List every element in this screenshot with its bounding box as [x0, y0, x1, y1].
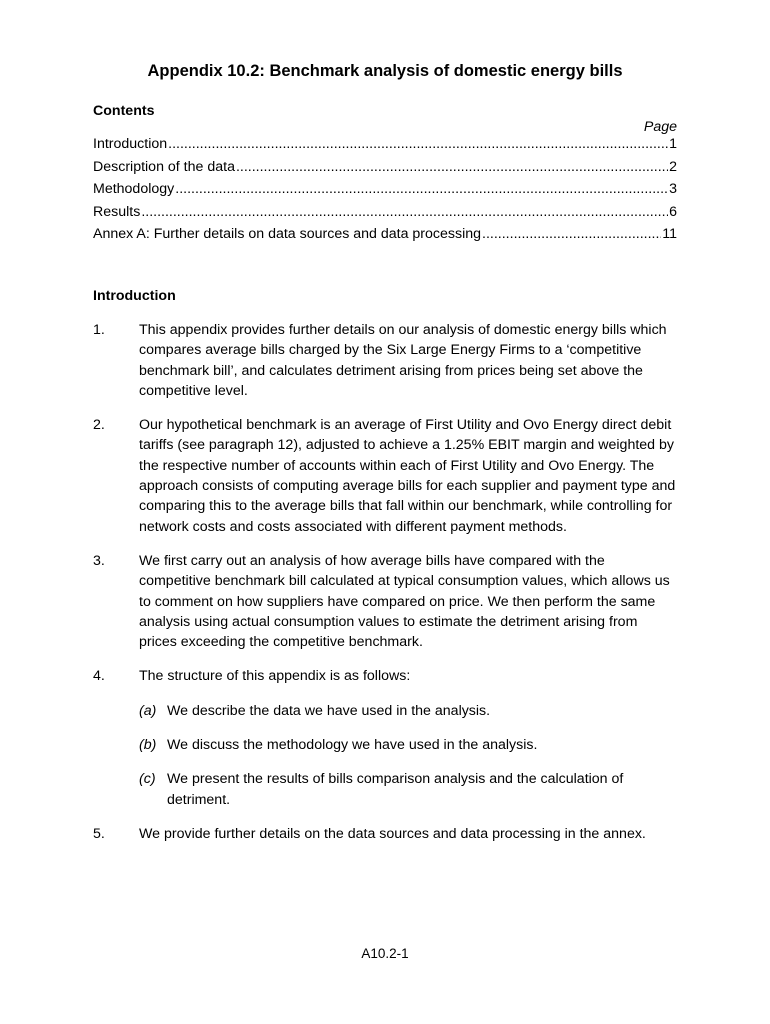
toc-entry-title: Description of the data — [93, 158, 235, 175]
paragraph-3 — [93, 551, 677, 652]
paragraph-number: 4. — [93, 668, 105, 685]
list-item-label: (a) — [139, 702, 157, 719]
list-item-text: We discuss the methodology we have used in the analysis. — [167, 737, 538, 754]
toc-entry-annex-a[interactable] — [93, 226, 677, 249]
toc-entry-results[interactable] — [93, 204, 677, 227]
toc-leader-dots — [236, 159, 668, 175]
paragraph-1 — [93, 320, 677, 401]
toc-entry-page: 1 — [669, 136, 677, 152]
table-of-contents — [93, 136, 677, 249]
paragraph-number: 1. — [93, 322, 105, 338]
document-title: Appendix 10.2: Benchmark analysis of domestic energy bills — [147, 62, 623, 80]
paragraph-text: Our hypothetical benchmark is an average of First Utility and Ovo Energy direct debit tariffs (see paragraph 12), adjusted to achieve a 1.25% EBIT margin and weighted by the respective number of accounts within each of First Utility and Ovo Energy. The approach consists of computing average bills for each supplier and payment type and comparing this to the average bills that fall within our benchmark, while controlling for network costs and costs associated with different payment methods. — [139, 417, 676, 535]
paragraph-text: The structure of this appendix is as follows: — [139, 668, 411, 685]
structure-list — [139, 701, 677, 810]
toc-entry-page: 11 — [662, 226, 677, 242]
paragraph-text: We first carry out an analysis of how average bills have compared with the competitive benchmark bill calculated at typical consumption values, which allows us to comment on how suppliers have compared on price. We then perform the same analysis using actual consumption values to estimate the detriment arising from prices exceeding the competitive benchmark. — [139, 552, 670, 651]
toc-leader-dots — [168, 136, 668, 152]
paragraph-text: This appendix provides further details on our analysis of domestic energy bills which compares average bills charged by the Six Large Energy Firms to a ‘competitive benchmark bill’, and calculates detriment arising from prices being set above the competitive level. — [139, 322, 667, 399]
contents-heading: Contents — [93, 103, 155, 119]
toc-entry-title: Annex A: Further details on data sources and data processing — [93, 226, 482, 242]
toc-entry-page: 3 — [669, 181, 677, 197]
list-item — [139, 701, 677, 721]
toc-entry-title: Methodology — [93, 181, 175, 197]
paragraph-5 — [93, 824, 677, 844]
paragraph-number: 2. — [93, 417, 105, 434]
toc-leader-dots — [175, 181, 668, 197]
toc-entry-title: Results — [93, 203, 141, 220]
list-item — [139, 735, 677, 755]
toc-entry-page: 2 — [669, 158, 677, 175]
toc-entry-description[interactable] — [93, 159, 677, 182]
toc-entry-methodology[interactable] — [93, 181, 677, 204]
list-item-label: (c) — [139, 771, 156, 788]
list-item — [139, 769, 677, 810]
toc-leader-dots — [141, 204, 668, 220]
toc-entry-page: 6 — [669, 203, 677, 220]
toc-entry-title: Introduction — [93, 136, 168, 152]
toc-page-column-label: Page — [643, 119, 677, 135]
toc-entry-introduction[interactable] — [93, 136, 677, 159]
introduction-body — [93, 320, 677, 858]
paragraph-number: 5. — [93, 825, 105, 842]
paragraph-2 — [93, 415, 677, 537]
toc-leader-dots — [482, 226, 661, 242]
list-item-text: We describe the data we have used in the analysis. — [167, 702, 491, 719]
paragraph-number: 3. — [93, 552, 105, 569]
paragraph-4 — [93, 666, 677, 686]
paragraph-text: We provide further details on the data sources and data processing in the annex. — [139, 825, 646, 842]
list-item-label: (b) — [139, 737, 157, 754]
page-number-footer: A10.2-1 — [361, 946, 409, 961]
list-item-text: We present the results of bills comparison analysis and the calculation of detriment. — [167, 771, 624, 808]
introduction-heading: Introduction — [93, 288, 176, 304]
